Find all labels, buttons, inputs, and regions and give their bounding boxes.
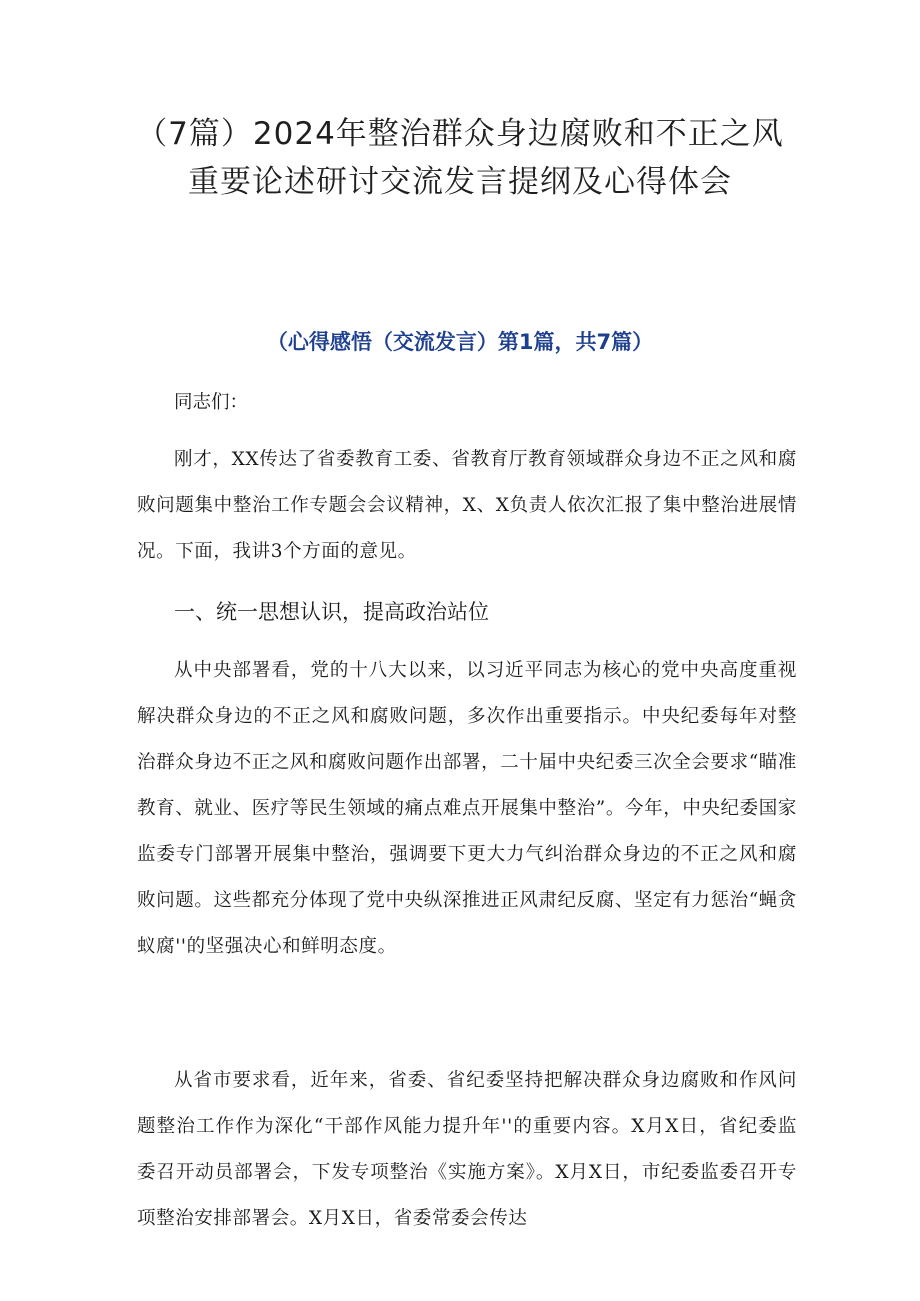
paragraph-intro: 刚才，XX传达了省委教育工委、省教育厅教育领域群众身边不正之风和腐败问题集中整治工作专题会会议精神，X、X负责人依次汇报了集中整治进展情况。下面，我讲3个方面的意见。 (137, 449, 797, 562)
paragraph-central-deployment: 从中央部署看，党的十八大以来，以习近平同志为核心的党中央高度重视解决群众身边的不正之风和腐败问题，多次作出重要指示。中央纪委每年对整治群众身边不正之风和腐败问题作出部署，二十届中央纪委三次全会要求“瞄准教育、就业、医疗等民生领域的痛点难点开展集中整治”。今年，中央纪委国家监委专门部署开展集中整治，强调要下更大力气纠治群众身边的不正之风和腐败问题。这些都充分体现了党中央纵深推进正风肃纪反腐、坚定有力惩治“蝇贪蚁腐''的坚强决心和鲜明态度。 (137, 660, 797, 957)
salutation: 同志们： (174, 392, 249, 413)
document-subtitle: （心得感悟（交流发言）第1篇，共7篇） (266, 330, 654, 354)
document-title: （7篇）2024年整治群众身边腐败和不正之风重要论述研讨交流发言提纲及心得体会 (136, 116, 784, 200)
paragraph-provincial-requirements: 从省市要求看，近年来，省委、省纪委坚持把解决群众身边腐败和作风问题整治工作作为深化“干部作风能力提升年''的重要内容。X月X日，省纪委监委召开动员部署会，下发专项整治《实施方案》。X月X日，市纪委监委召开专项整治安排部署会。X月X日，省委常委会传达 (137, 1070, 797, 1229)
section-heading: 一、统一思想认识，提高政治站位 (174, 600, 489, 624)
